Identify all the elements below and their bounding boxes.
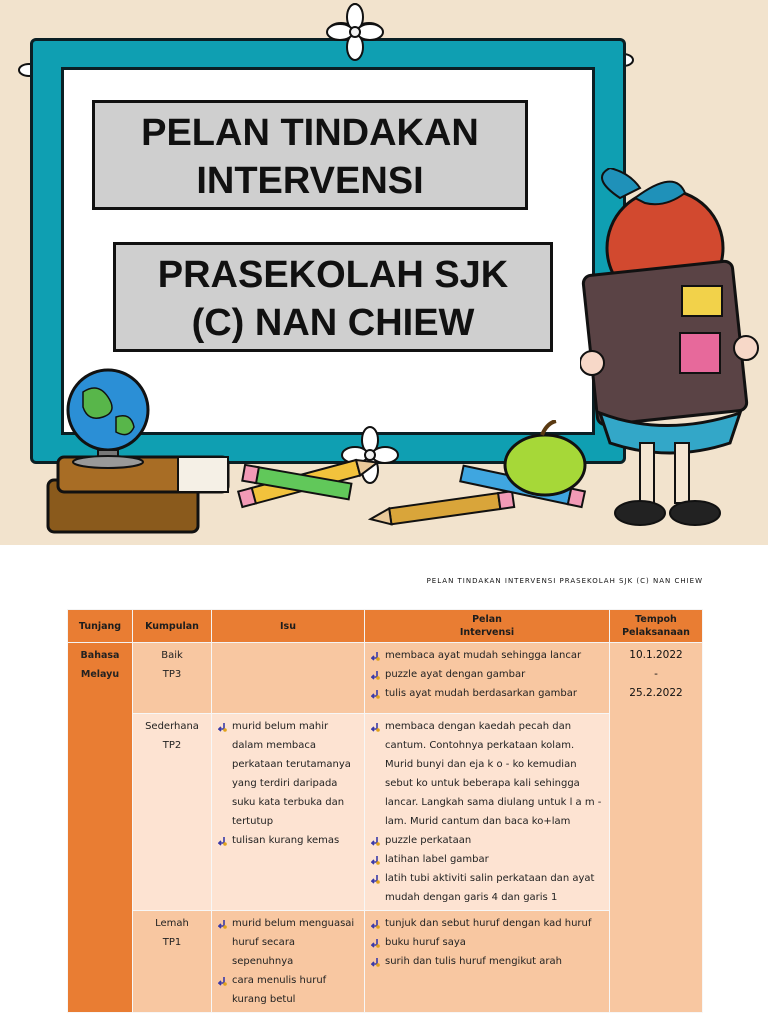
table-row <box>68 911 703 1013</box>
arrow-bullet-icon <box>371 937 381 947</box>
tunjang-cell <box>68 643 133 1013</box>
list-item-text: murid belum mahir dalam membaca perkataan terutamanya yang terdiri daripada suku kata terbuka dan tertutup <box>232 721 351 827</box>
list-item <box>371 831 603 850</box>
kumpulan-cell <box>133 911 212 1013</box>
arrow-bullet-icon <box>371 669 381 679</box>
list-item <box>371 850 603 869</box>
arrow-bullet-icon <box>371 854 381 864</box>
kumpulan-name: Lemah <box>155 918 189 929</box>
list-item <box>371 646 603 665</box>
arrow-bullet-icon <box>371 835 381 845</box>
list-item-text: latih tubi aktiviti salin perkataan dan ayat mudah dengan garis 4 dan garis 1 <box>385 873 595 903</box>
list-item-text: puzzle ayat dengan gambar <box>385 669 526 680</box>
arrow-bullet-icon <box>371 721 381 731</box>
list-item-text: tulisan kurang kemas <box>232 835 340 846</box>
tunjang-line-1: Bahasa <box>80 650 120 661</box>
arrow-bullet-icon <box>218 721 228 731</box>
tempoh-dash: - <box>654 668 658 680</box>
kumpulan-name: Baik <box>161 650 183 661</box>
kumpulan-cell <box>133 714 212 911</box>
table-row <box>68 714 703 911</box>
list-item-text: tulis ayat mudah berdasarkan gambar <box>385 688 577 699</box>
list-item <box>218 831 358 850</box>
list-item <box>371 717 603 831</box>
header-tunjang: Tunjang <box>68 610 133 643</box>
tempoh-end: 25.2.2022 <box>629 687 683 699</box>
kumpulan-level: TP2 <box>162 740 182 751</box>
arrow-bullet-icon <box>371 918 381 928</box>
list-item <box>218 971 358 1009</box>
list-item <box>218 717 358 831</box>
list-item <box>371 952 603 971</box>
list-item-text: membaca ayat mudah sehingga lancar <box>385 650 582 661</box>
arrow-bullet-icon <box>218 975 228 985</box>
pelan-cell <box>365 643 610 714</box>
arrow-bullet-icon <box>371 956 381 966</box>
books-globe-illustration <box>28 362 238 537</box>
intervention-plan-table <box>67 609 703 1013</box>
title-box <box>92 100 528 210</box>
list-item-text: murid belum menguasai huruf secara sepenuhnya <box>232 918 355 967</box>
list-item-text: cara menulis huruf kurang betul <box>232 975 327 1005</box>
pelan-list <box>371 646 603 703</box>
header-isu: Isu <box>212 610 365 643</box>
pelan-cell <box>365 911 610 1013</box>
list-item-text: puzzle perkataan <box>385 835 472 846</box>
list-item <box>371 869 603 907</box>
isu-cell <box>212 714 365 911</box>
title-line-1: PELAN TINDAKAN <box>141 112 479 154</box>
subtitle-box <box>113 242 553 352</box>
title-line-2: INTERVENSI <box>196 160 424 202</box>
tunjang-line-2: Melayu <box>80 669 120 680</box>
header-kumpulan: Kumpulan <box>133 610 212 643</box>
list-item-text: tunjuk dan sebut huruf dengan kad huruf <box>385 918 592 929</box>
header-pelan-l1: Pelan <box>472 614 502 625</box>
header-tempoh <box>610 610 703 643</box>
isu-list <box>218 914 358 1009</box>
kumpulan-cell <box>133 643 212 714</box>
list-item-text: surih dan tulis huruf mengikut arah <box>385 956 562 967</box>
tempoh-start: 10.1.2022 <box>629 649 683 661</box>
document-header: PELAN TINDAKAN INTERVENSI PRASEKOLAH SJK (C) NAN CHIEW <box>426 577 703 585</box>
kumpulan-level: TP1 <box>162 937 182 948</box>
subtitle-line-2: (C) NAN CHIEW <box>191 302 475 344</box>
table-row <box>68 643 703 714</box>
isu-cell <box>212 911 365 1013</box>
arrow-bullet-icon <box>218 835 228 845</box>
list-item <box>218 914 358 971</box>
list-item-text: membaca dengan kaedah pecah dan cantum. Contohnya perkataan kolam. Murid bunyi dan eja k o - ko kemudian sebut ko untuk beberapa kali sehingga lancar. Langkah sama diulang untuk l a m - lam. Murid cantum dan baca ko+lam <box>385 721 602 827</box>
arrow-bullet-icon <box>371 873 381 883</box>
header-tempoh-l1: Tempoh <box>635 614 677 625</box>
pelan-cell <box>365 714 610 911</box>
kumpulan-name: Sederhana <box>145 721 199 732</box>
list-item <box>371 684 603 703</box>
subtitle-line-1: PRASEKOLAH SJK <box>157 254 509 296</box>
header-pelan-l2: Intervensi <box>459 627 515 638</box>
header-pelan <box>365 610 610 643</box>
list-item <box>371 914 603 933</box>
pencils-apple-illustration <box>230 420 610 535</box>
list-item <box>371 933 603 952</box>
arrow-bullet-icon <box>371 650 381 660</box>
flower-top-icon <box>320 0 390 70</box>
header-tempoh-l2: Pelaksanaan <box>622 627 690 638</box>
pelan-list <box>371 914 603 971</box>
arrow-bullet-icon <box>218 918 228 928</box>
isu-list <box>218 717 358 850</box>
pelan-list <box>371 717 603 907</box>
isu-cell <box>212 643 365 714</box>
list-item <box>371 665 603 684</box>
list-item-text: latihan label gambar <box>385 854 489 865</box>
tempoh-cell <box>610 643 703 1013</box>
arrow-bullet-icon <box>371 688 381 698</box>
girl-reading-illustration <box>580 168 765 538</box>
list-item-text: buku huruf saya <box>385 937 466 948</box>
table-header-row <box>68 610 703 643</box>
kumpulan-level: TP3 <box>162 669 182 680</box>
